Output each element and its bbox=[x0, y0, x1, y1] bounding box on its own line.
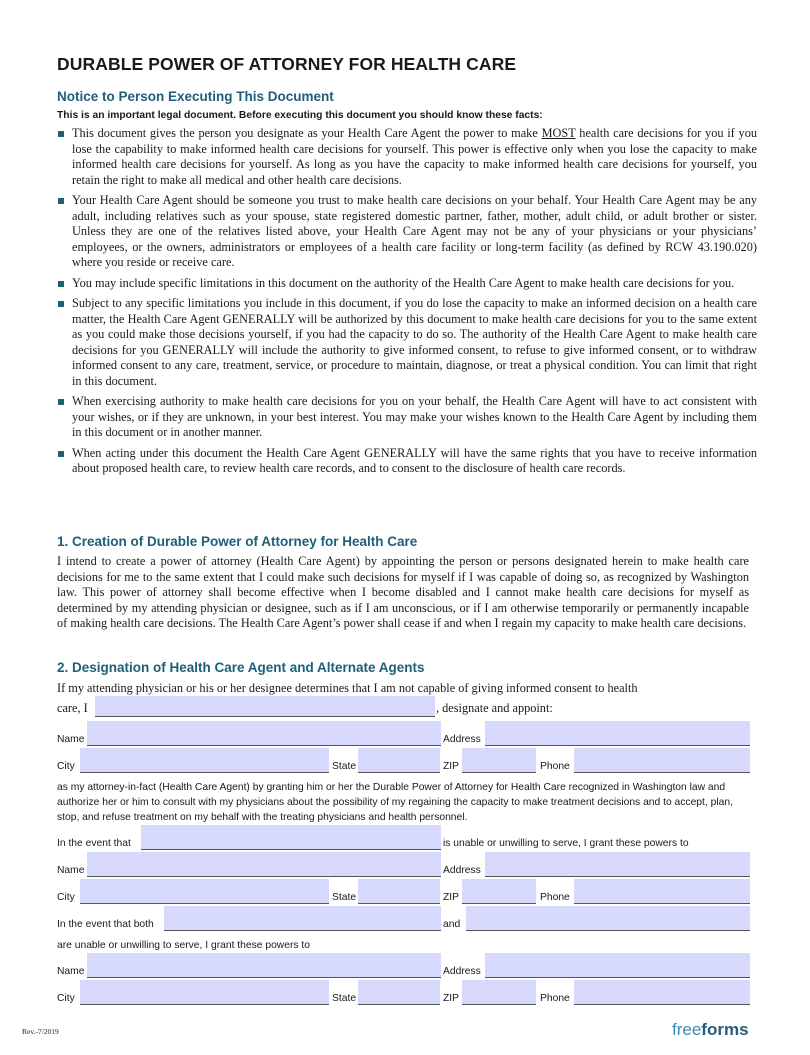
alt1-phone-label: Phone bbox=[540, 892, 570, 903]
freeforms-logo bbox=[672, 1020, 749, 1040]
alt2-name-field[interactable] bbox=[87, 953, 441, 978]
alt1-name-label: Name bbox=[57, 865, 85, 876]
document-title: DURABLE POWER OF ATTORNEY FOR HEALTH CARE bbox=[57, 54, 517, 74]
both-unable-label: are unable or unwilling to serve, I grant these powers to bbox=[57, 940, 310, 951]
alt2-address-label: Address bbox=[443, 966, 481, 977]
alt2-zip-label: ZIP bbox=[443, 993, 460, 1004]
bullet-text: When acting under this document the Health Care Agent GENERALLY will have the same rights that you have to receive information about proposed health care, to review health care records, and to consent to the disclosure of health care records. bbox=[72, 445, 757, 475]
alt1-address-field[interactable] bbox=[485, 852, 750, 877]
bullet-text: This document gives the person you designate as your Health Care Agent the power to make bbox=[72, 126, 542, 140]
agent-name-field[interactable] bbox=[87, 721, 441, 746]
notice-bullet bbox=[57, 446, 757, 477]
logo-forms-text: forms bbox=[701, 1020, 749, 1039]
event-that-label: In the event that bbox=[57, 838, 131, 849]
revision-label: Rev.-7/2019 bbox=[22, 1027, 59, 1036]
attorney-in-fact-text: as my attorney-in-fact (Health Care Agent) by granting him or her the Durable Power of Attorney for Health Care recognized in Washington law and authorize her or him to consult with my physicians about the possibility of my regaining the capacity to make treatment decisions and to accept, plan, stop, and refuse treatment on my behalf with the treating physicians and health personnel. bbox=[57, 782, 733, 824]
alt1-zip-label: ZIP bbox=[443, 892, 460, 903]
bullet-square-icon bbox=[58, 198, 64, 204]
bullet-square-icon bbox=[58, 301, 64, 307]
notice-bullet bbox=[57, 126, 757, 188]
agent-name-label: Name bbox=[57, 734, 85, 745]
and-label: and bbox=[443, 919, 461, 930]
alt1-city-label: City bbox=[57, 892, 75, 903]
alt2-zip-field[interactable] bbox=[462, 980, 536, 1005]
alt2-city-label: City bbox=[57, 993, 75, 1004]
notice-bullet bbox=[57, 276, 757, 292]
bullet-text: Subject to any specific limitations you include in this document, if you do lose the capacity to make an informed decision on a health care matter, the Health Care Agent GENERALLY will be authorized by this document to make health care decisions for you to the same extent as you could make those decisions yourself, if you had the capacity to do so. The authority of the Health Care Agent to make health care decisions for you GENERALLY will include the authority to give informed consent, to refuse to give informed consent, or to withdraw informed consent to any care, treatment, service, or procedure to maintain, diagnose, or treat a physical condition. You can limit that right in this document. bbox=[72, 296, 757, 388]
section2-intro-line: If my attending physician or his or her designee determines that I am not capable of giving informed consent to health bbox=[57, 681, 638, 695]
notice-intro: This is an important legal document. Before executing this document you should know these facts: bbox=[57, 110, 543, 121]
principal-name-field[interactable] bbox=[95, 696, 435, 717]
notice-heading: Notice to Person Executing This Document bbox=[57, 89, 334, 104]
notice-bullet bbox=[57, 193, 757, 271]
agent-address-label: Address bbox=[443, 734, 481, 745]
alt1-zip-field[interactable] bbox=[462, 879, 536, 904]
care-i-label: care, I bbox=[57, 701, 88, 715]
agent-city-field[interactable] bbox=[80, 748, 329, 773]
bullet-square-icon bbox=[58, 451, 64, 457]
alt1-phone-field[interactable] bbox=[574, 879, 750, 904]
bullet-square-icon bbox=[58, 131, 64, 137]
alternate-condition-field[interactable] bbox=[141, 825, 441, 850]
agent-phone-field[interactable] bbox=[574, 748, 750, 773]
alt2-state-field[interactable] bbox=[358, 980, 440, 1005]
notice-bullet-list bbox=[57, 126, 757, 482]
agent-state-label: State bbox=[332, 761, 357, 772]
alt1-city-field[interactable] bbox=[80, 879, 329, 904]
logo-free-text: free bbox=[672, 1020, 702, 1039]
section1-body: I intend to create a power of attorney (Health Care Agent) by appointing the person or persons designated herein to make health care decisions for me to the same extent that I could make such decisions for myself if I was capable of doing so, as recognized by Washington law. This power of attorney shall become effective when I become disabled and I cannot make health care decisions for myself as determined by my attending physician or designee, such as if I am unconscious, or if I am otherwise temporarily or permanently incapable of making health care decisions. The Health Care Agent’s power shall cease if and when I regain my capacity to make health care decisions. bbox=[57, 554, 749, 630]
bullet-emphasis: MOST bbox=[541, 126, 576, 140]
bullet-text: Your Health Care Agent should be someone you trust to make health care decisions on your behalf. Your Health Care Agent may be any adult, including relatives such as your spouse, state registered domestic partner, father, mother, adult child, or adult brother or sister. Unless they are one of the relatives listed above, your Health Care Agent may not be any of your physicians or your physicians’ employees, or the owners, administrators or employees of a health care facility or long-term facility (as defined by RCW 43.190.020) where you reside or receive care. bbox=[72, 193, 757, 269]
event-both-label: In the event that both bbox=[57, 919, 154, 930]
agent-zip-field[interactable] bbox=[462, 748, 536, 773]
bullet-square-icon bbox=[58, 281, 64, 287]
both-condition-field-2[interactable] bbox=[466, 906, 750, 931]
alt1-state-label: State bbox=[332, 892, 357, 903]
agent-phone-label: Phone bbox=[540, 761, 570, 772]
alt1-address-label: Address bbox=[443, 865, 481, 876]
alt1-name-field[interactable] bbox=[87, 852, 441, 877]
bullet-text: When exercising authority to make health care decisions for you on your behalf, the Health Care Agent will have to act consistent with your wishes, or if they are unknown, in your best interest. You may make your wishes known to the Health Care Agent by including them in this document or in another manner. bbox=[72, 394, 757, 439]
bullet-text: health care decisions for you if you lose the capability to make informed health care decisions for yourself. This power is effective only when you lose the capacity to make informed health care decisions for yourself. As long as you have the capacity to make informed health care decisions for yourself, you retain the right to make all medical and other health care decisions. bbox=[72, 126, 758, 187]
unable-label: is unable or unwilling to serve, I grant these powers to bbox=[443, 838, 689, 849]
agent-zip-label: ZIP bbox=[443, 761, 460, 772]
agent-state-field[interactable] bbox=[358, 748, 440, 773]
designate-label: , designate and appoint: bbox=[436, 701, 553, 715]
agent-city-label: City bbox=[57, 761, 75, 772]
alt2-city-field[interactable] bbox=[80, 980, 329, 1005]
alt2-address-field[interactable] bbox=[485, 953, 750, 978]
notice-bullet bbox=[57, 394, 757, 441]
alt2-phone-field[interactable] bbox=[574, 980, 750, 1005]
both-condition-field-1[interactable] bbox=[164, 906, 441, 931]
alt2-state-label: State bbox=[332, 993, 357, 1004]
alt2-name-label: Name bbox=[57, 966, 85, 977]
bullet-text: You may include specific limitations in this document on the authority of the Health Care Agent to make health care decisions for you. bbox=[72, 275, 735, 290]
notice-bullet bbox=[57, 296, 757, 389]
section1-heading: 1. Creation of Durable Power of Attorney for Health Care bbox=[57, 534, 418, 549]
alt1-state-field[interactable] bbox=[358, 879, 440, 904]
section2-heading: 2. Designation of Health Care Agent and Alternate Agents bbox=[57, 660, 425, 675]
alt2-phone-label: Phone bbox=[540, 993, 570, 1004]
agent-address-field[interactable] bbox=[485, 721, 750, 746]
bullet-square-icon bbox=[58, 399, 64, 405]
